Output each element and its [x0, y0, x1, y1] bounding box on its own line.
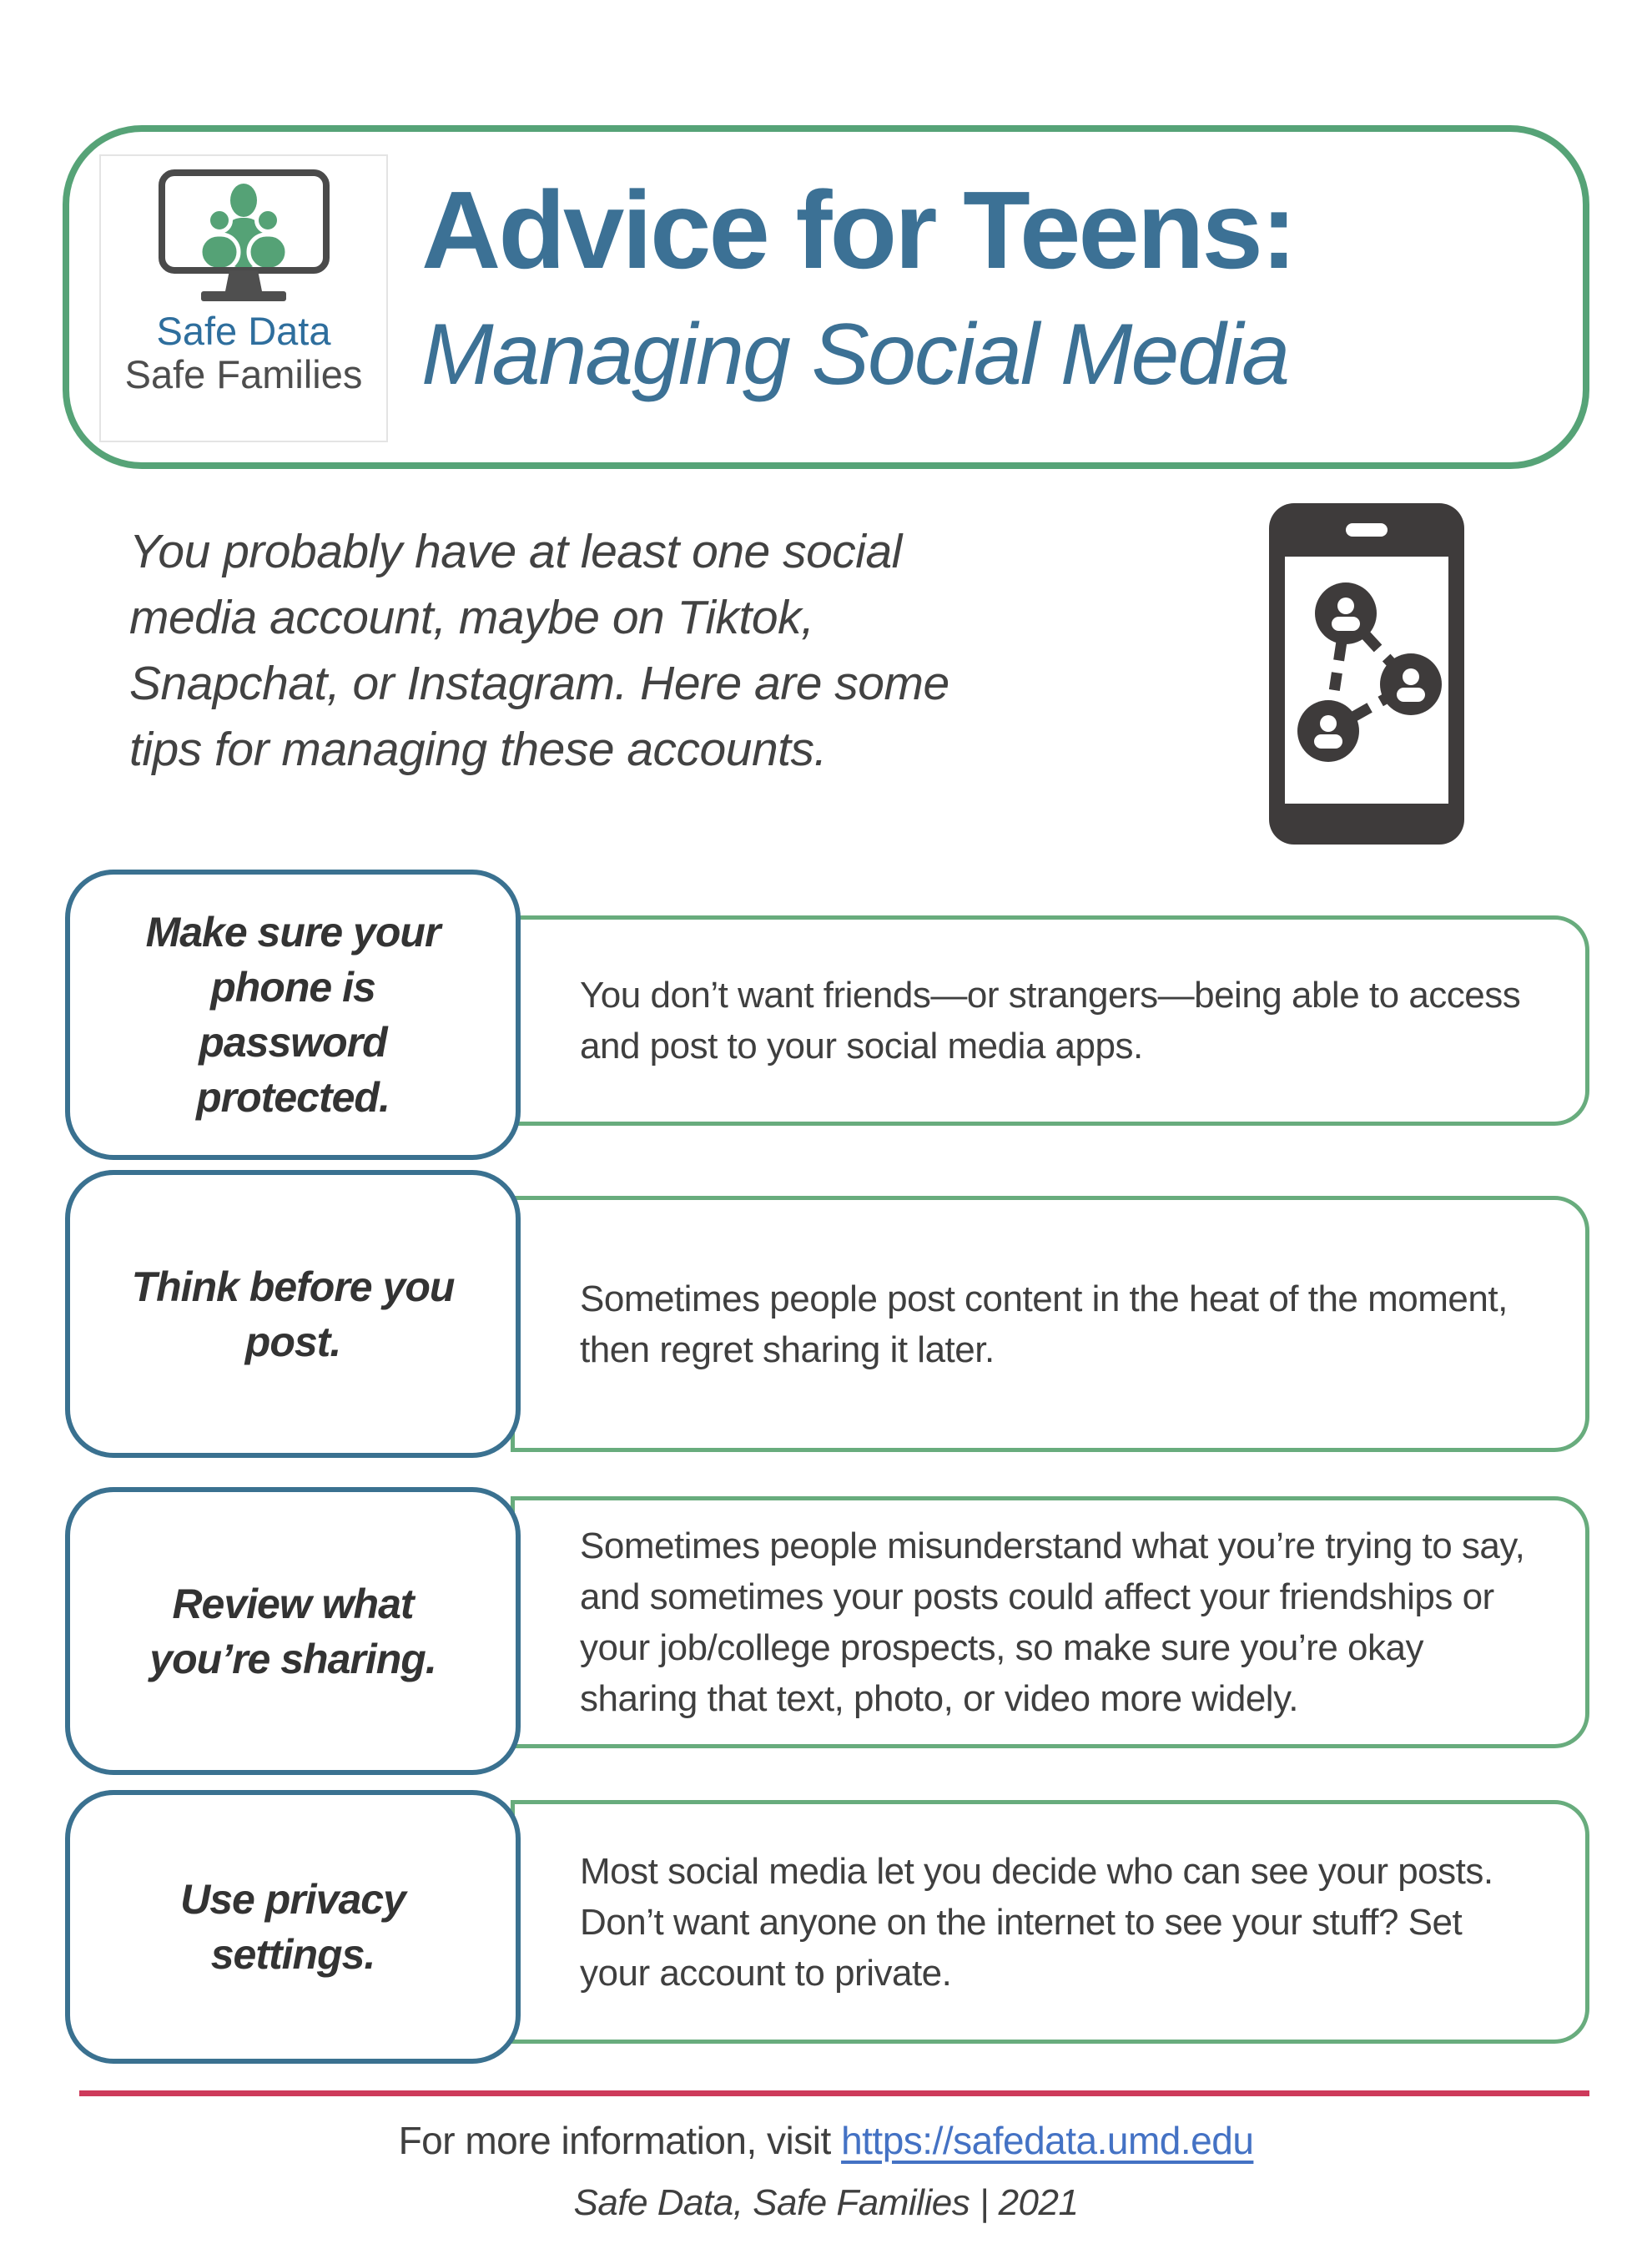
intro-line: Snapchat, or Instagram. Here are some [129, 657, 949, 710]
tip-body-text: Sometimes people misunderstand what you’re trying to say, and sometimes your posts could affect your friendships or your job/college prospects, so make sure you’re okay sharing that text, photo, or video more widely. [580, 1525, 1525, 1719]
tip-body-text: You don’t want friends—or strangers—being able to access and post to your social media apps. [580, 975, 1521, 1066]
tip-body-box-1 [511, 915, 1589, 1126]
tip-heading-text: Use privacy settings. [180, 1876, 405, 1978]
logo-text-safe-families: Safe Families [124, 352, 363, 396]
tip-heading-box-3 [65, 1487, 521, 1775]
footer-credit: Safe Data, Safe Families | 2021 [573, 2182, 1079, 2223]
intro-line: You probably have at least one social [129, 525, 902, 578]
monitor-family-icon [159, 169, 330, 305]
page-title: Advice for Teens: [421, 169, 1295, 291]
intro-line: tips for managing these accounts. [129, 723, 827, 776]
logo-text-safe-data: Safe Data [156, 309, 331, 353]
intro-paragraph [129, 519, 1247, 783]
tip-body-box-4 [511, 1800, 1589, 2044]
tip-body-box-2 [511, 1196, 1589, 1452]
safe-data-logo [99, 154, 388, 442]
title-block [421, 169, 1539, 404]
footer-info-prefix: For more information, visit [398, 2119, 842, 2162]
footer-info [0, 2118, 1652, 2163]
phone-social-network-icon [1269, 503, 1464, 849]
tip-heading-box-1 [65, 870, 521, 1160]
tip-body-box-3 [511, 1496, 1589, 1748]
tip-heading-text: Make sure your phone is password protected. [145, 909, 441, 1121]
safedata-link[interactable]: https://safedata.umd.edu [841, 2119, 1254, 2162]
tip-body-text: Most social media let you decide who can see your posts. Don’t want anyone on the internet to see your stuff? Set your account to private. [580, 1850, 1493, 1994]
tip-heading-box-4 [65, 1790, 521, 2064]
tip-heading-text: Think before you post. [131, 1263, 455, 1365]
header-box [63, 125, 1589, 469]
footer-divider-line [79, 2090, 1589, 2096]
tip-body-text: Sometimes people post content in the heat of the moment, then regret sharing it later. [580, 1278, 1508, 1370]
tip-heading-text: Review what you’re sharing. [149, 1580, 436, 1682]
page-subtitle: Managing Social Media [421, 306, 1289, 403]
tip-heading-box-2 [65, 1170, 521, 1458]
intro-line: media account, maybe on Tiktok, [129, 591, 814, 644]
